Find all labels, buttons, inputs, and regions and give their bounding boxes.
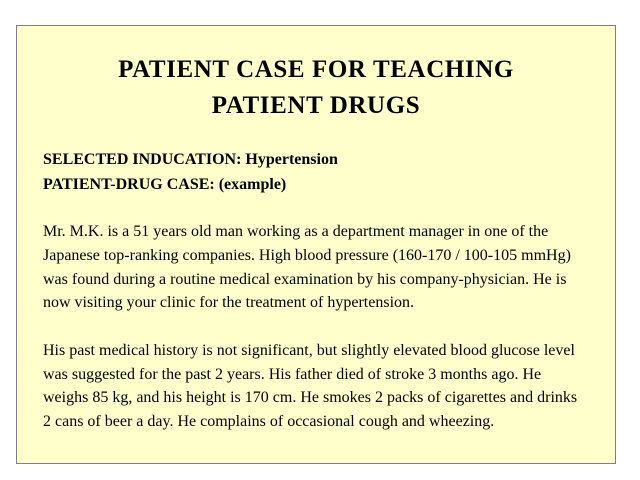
patient-drug-case-line: PATIENT-DRUG CASE: (example) — [43, 176, 287, 194]
selected-indication-line: SELECTED INDUCATION: Hypertension — [43, 150, 338, 168]
title-line-2: PATIENT DRUGS — [211, 92, 421, 120]
slide-title — [17, 26, 615, 125]
slide-body — [17, 125, 615, 434]
case-paragraph-1: Mr. M.K. is a 51 years old man working as a department manager in one of the Japanese top-ranking companies. High blood pressure (160-170 / 100-105 mmHg) was found during a routine medical examination by his company-physician. He is now visiting your clinic for the treatment of hypertension. — [43, 223, 571, 312]
slide-canvas — [16, 25, 616, 464]
title-line-1: PATIENT CASE FOR TEACHING — [118, 56, 514, 83]
case-paragraph-2: His past medical history is not significant, but slightly elevated blood glucose level was suggested for the past 2 years. His father died of stroke 3 months ago. He weighs 85 kg, and his height is 170 cm. He smokes 2 packs of cigarettes and drinks 2 cans of beer a day. He complains of occasional cough and wheezing. — [43, 342, 578, 431]
